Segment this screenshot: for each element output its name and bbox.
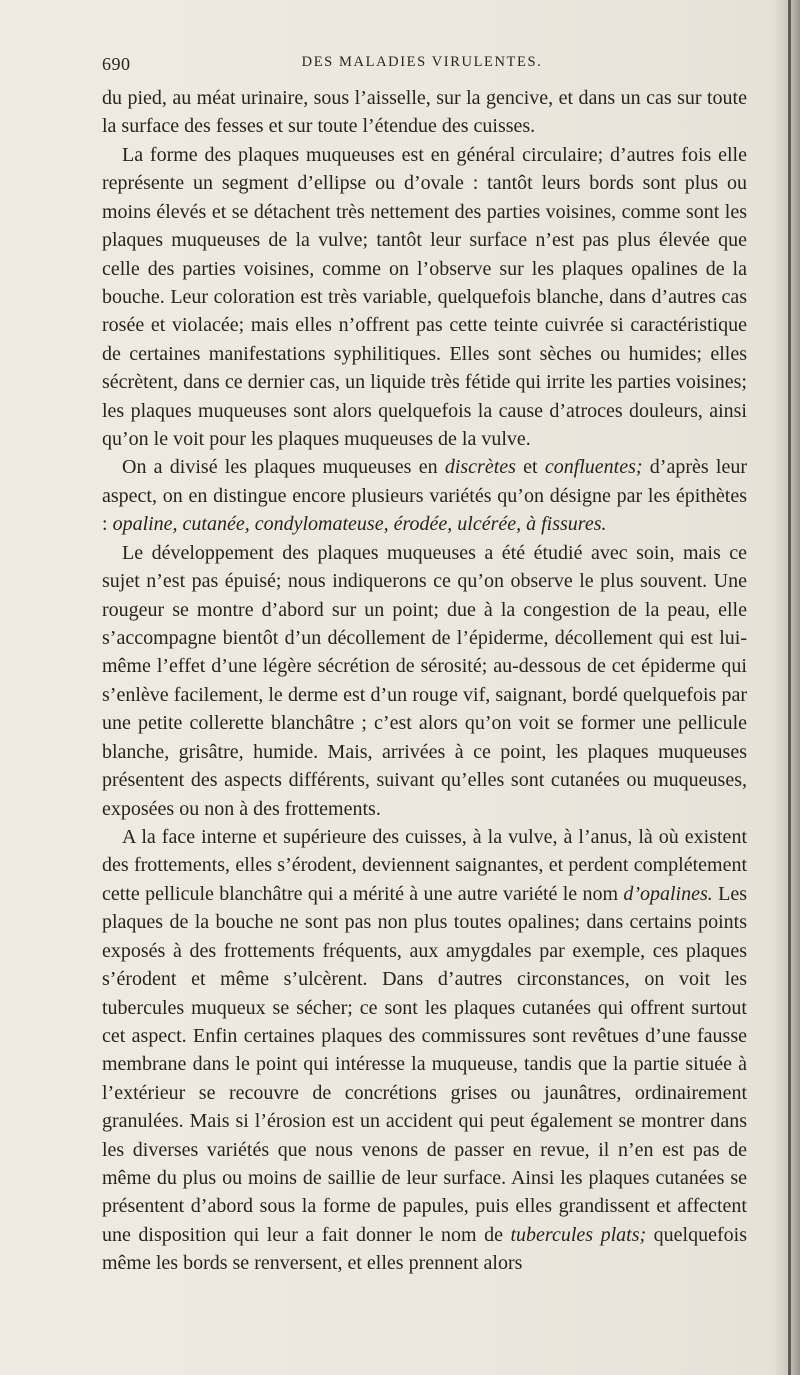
page-edge-line (788, 0, 791, 1375)
page-number: 690 (102, 54, 131, 74)
running-head: DES MALADIES VIRULENTES. (301, 54, 543, 70)
page-edge-shadow (774, 0, 800, 1375)
paragraph-3: On a divisé les plaques muqueuses en discrètes et confluentes; d’après leur aspect, on en distingue encore plusieurs variétés qu’on désigne par les épithètes : opaline, cutanée, condylomateuse, érodée, ulcérée, à fissures. (102, 456, 747, 536)
body-text (102, 84, 747, 1278)
paragraph-2: La forme des plaques muqueuses est en général circulaire; d’autres fois elle représente un segment d’ellipse ou d’ovale : tantôt leurs bords sont plus ou moins élevés et se détachent très nettement des parties voisines, comme sont les plaques muqueuses de la vulve; tantôt leur surface n’est pas plus élevée que celle des parties voisines, comme on l’observe sur les plaques opalines de la bouche. Leur coloration est très variable, quelquefois blanche, dans d’autres cas rosée et violacée; mais elles n’offrent pas cette teinte cuivrée si caractéristique de certaines manifestations syphilitiques. Elles sont sèches ou humides; elles sécrètent, dans ce dernier cas, un liquide très fétide qui irrite les parties voisines; les plaques muqueuses sont alors quelquefois la cause d’atroces douleurs, ainsi qu’on le voit pour les plaques muqueuses de la vulve. (102, 143, 747, 451)
paragraph-5: A la face interne et supérieure des cuisses, à la vulve, à l’anus, là où existent des frottements, elles s’érodent, deviennent saignantes, et perdent complétement cette pellicule blanchâtre qui a mérité à une autre variété le nom d’opalines. Les plaques de la bouche ne sont pas non plus toutes opalines; dans certains points exposés à des frottements fréquents, aux amygdales par exemple, ces plaques s’érodent et même s’ulcèrent. Dans d’autres circonstances, on voit les tubercules muqueux se sécher; ce sont les plaques cutanées qui offrent surtout cet aspect. Enfin certaines plaques des commissures sont revêtues d’une fausse membrane dans le point qui intéresse la muqueuse, tandis que la partie située à l’extérieur se recouvre de concrétions grises ou jaunâtres, ordinairement granulées. Mais si l’érosion est un accident qui peut également se montrer dans les diverses variétés que nous venons de passer en revue, il n’en est pas de même du plus ou moins de saillie de leur surface. Ainsi les plaques cutanées se présentent d’abord sous la forme de papules, puis elles grandissent et affectent une disposition qui leur a fait donner le nom de tubercules plats; quelquefois même les bords se renversent, et elles prennent alors (102, 825, 747, 1275)
italic-term-list: opaline, cutanée, condylomateuse, érodée, ulcérée, à fissures. (112, 513, 607, 536)
italic-term: tubercules plats; (510, 1223, 647, 1246)
italic-term: confluentes; (544, 456, 643, 479)
paragraph-1: du pied, au méat urinaire, sous l’aisselle, sur la gencive, et dans un cas sur toute la surface des fesses et sur toute l’étendue des cuisses. (102, 87, 747, 138)
italic-term: d’opalines. (623, 882, 713, 905)
paragraph-4: Le développement des plaques muqueuses a été étudié avec soin, mais ce sujet n’est pas épuisé; nous indiquerons ce qu’on observe le plus souvent. Une rougeur se montre d’abord sur un point; due à la congestion de la peau, elle s’accompagne bientôt d’un décollement de l’épiderme, décollement qui est lui-même l’effet d’une légère sécrétion de sérosité; au-dessous de cet épiderme qui s’enlève facilement, le derme est d’un rouge vif, saignant, bordé quelquefois par une petite collerette blanchâtre ; c’est alors qu’on voit se former une pellicule blanche, grisâtre, humide. Mais, arrivées à ce point, les plaques muqueuses présentent des aspects différents, suivant qu’elles sont cutanées ou muqueuses, exposées ou non à des frottements. (102, 541, 747, 820)
page-header (102, 54, 742, 78)
italic-term: discrètes (444, 456, 516, 479)
